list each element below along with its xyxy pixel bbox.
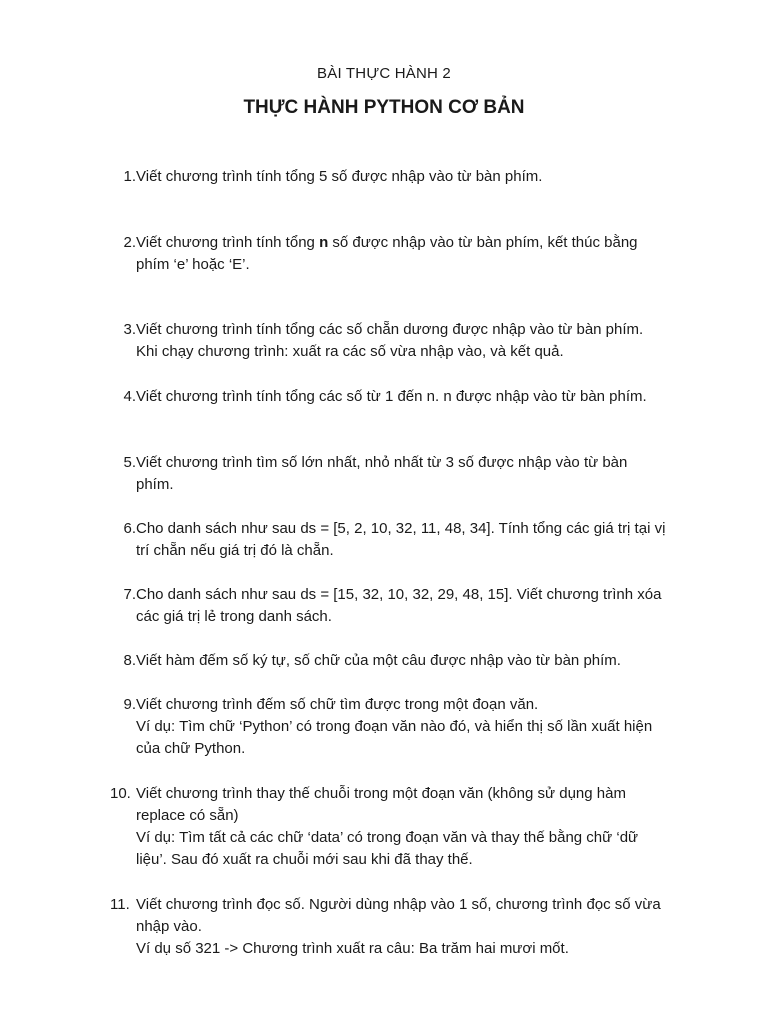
item-text-line: Viết chương trình tính tổng các số từ 1 đến n. n được nhập vào từ bàn phím.	[136, 388, 647, 405]
item-number: 5.	[123, 454, 136, 471]
item-text-line: Viết chương trình đọc số. Người dùng nhập vào 1 số, chương trình đọc số vừa	[136, 896, 661, 913]
item-text-line: của chữ Python.	[136, 740, 246, 757]
item-text-segment: số được nhập vào từ bàn phím, kết thúc bằng	[332, 234, 638, 251]
item-text-line: Viết chương trình tìm số lớn nhất, nhỏ nhất từ 3 số được nhập vào từ bàn	[136, 454, 628, 471]
item-number: 8.	[123, 652, 136, 669]
item-text-line: Viết chương trình thay thế chuỗi trong một đoạn văn (không sử dụng hàm	[136, 785, 626, 802]
item-text-line: Viết hàm đếm số ký tự, số chữ của một câu được nhập vào từ bàn phím.	[136, 652, 621, 669]
item-number: 11.	[110, 896, 130, 913]
item-text-line	[136, 232, 696, 254]
document-subtitle: BÀI THỰC HÀNH 2	[317, 65, 451, 82]
item-number: 7.	[123, 586, 136, 603]
item-number: 4.	[123, 388, 136, 405]
item-text-line: phím.	[136, 476, 174, 493]
item-text-line: liệu’. Sau đó xuất ra chuỗi mới sau khi đã thay thế.	[136, 851, 473, 868]
item-text-segment: Viết chương trình tính tổng	[136, 234, 315, 251]
item-text-line: replace có sẵn)	[136, 807, 239, 824]
item-text-line: các giá trị lẻ trong danh sách.	[136, 608, 332, 625]
item-text-line: trí chẵn nếu giá trị đó là chẵn.	[136, 542, 334, 559]
item-number: 3.	[123, 321, 136, 338]
item-text-line: Ví dụ: Tìm tất cả các chữ ‘data’ có trong đoạn văn và thay thế bằng chữ ‘dữ	[136, 829, 639, 846]
item-text-line: Khi chạy chương trình: xuất ra các số vừa nhập vào, và kết quả.	[136, 343, 564, 360]
item-text-line: Ví dụ số 321 -> Chương trình xuất ra câu: Ba trăm hai mươi mốt.	[136, 940, 569, 957]
item-number: 2.	[123, 234, 136, 251]
item-text-line: Viết chương trình tính tổng 5 số được nhập vào từ bàn phím.	[136, 168, 543, 185]
item-text-line: Cho danh sách như sau ds = [15, 32, 10, 32, 29, 48, 15]. Viết chương trình xóa	[136, 586, 662, 603]
item-text-line: nhập vào.	[136, 918, 202, 935]
item-text-line: Viết chương trình tính tổng các số chẵn dương được nhập vào từ bàn phím.	[136, 321, 644, 338]
document-title: THỰC HÀNH PYTHON CƠ BẢN	[243, 97, 525, 118]
item-text-line: Cho danh sách như sau ds = [5, 2, 10, 32, 11, 48, 34]. Tính tổng các giá trị tại vị	[136, 520, 666, 537]
item-text-line: Ví dụ: Tìm chữ ‘Python’ có trong đoạn văn nào đó, và hiển thị số lần xuất hiện	[136, 718, 653, 735]
item-text-bold-n: n	[319, 234, 329, 251]
item-number: 9.	[123, 696, 136, 713]
item-number: 1.	[123, 168, 136, 185]
item-number: 10.	[110, 785, 131, 802]
item-text-line: phím ‘e’ hoặc ‘E’.	[136, 256, 250, 273]
item-text-line: Viết chương trình đếm số chữ tìm được trong một đoạn văn.	[136, 696, 539, 713]
item-number: 6.	[123, 520, 136, 537]
